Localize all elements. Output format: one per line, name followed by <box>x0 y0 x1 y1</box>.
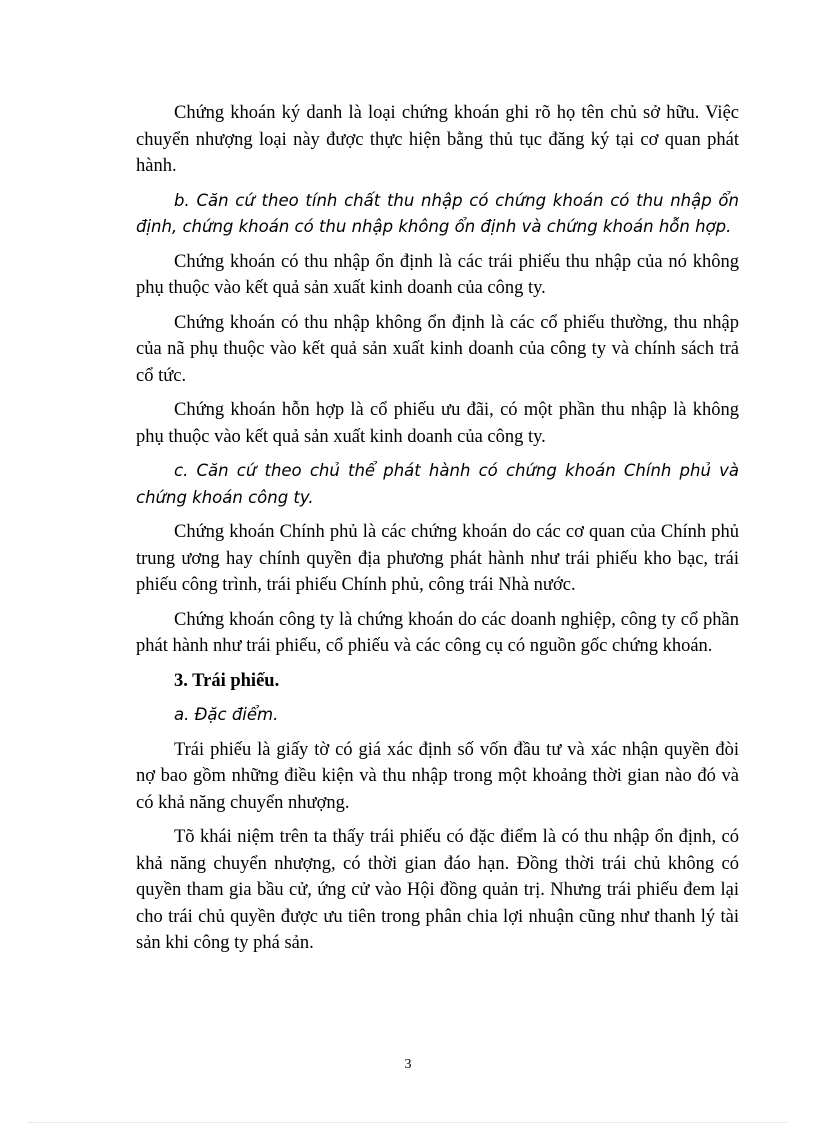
page-number: 3 <box>404 1057 412 1072</box>
paragraph-bond-characteristics: Tõ khái niệm trên ta thấy trái phiếu có đặc điểm là có thu nhập ổn định, có khả năng chuyển nhượng, có thời gian đáo hạn. Đồng thời trái chủ không có quyền tham gia bầu cử, ứng cử vào Hội đồng quản trị. Nhưng trái phiếu đem lại cho trái chủ quyền được ưu tiên trong phân chia lợi nhuận cũng như thanh lý tài sản khi công ty phá sản. <box>136 827 739 953</box>
paragraph-bond-definition: Trái phiếu là giấy tờ có giá xác định số vốn đầu tư và xác nhận quyền đòi nợ bao gồm những điều kiện và thu nhập trong một khoảng thời gian nào đó và có khả năng chuyển nhượng. <box>136 739 739 813</box>
paragraph-stable-income: Chứng khoán có thu nhập ổn định là các trái phiếu thu nhập của nó không phụ thuộc vào kết quả sản xuất kinh doanh của công ty. <box>136 251 739 298</box>
paragraph-issuer-classification: c. Căn cứ theo chủ thể phát hành có chứng khoán Chính phủ và chứng khoán công ty. <box>136 461 739 507</box>
paragraph-government-securities: Chứng khoán Chính phủ là các chứng khoán do các cơ quan của Chính phủ trung ương hay chính quyền địa phương phát hành như trái phiếu kho bạc, trái phiếu công trình, trái phiếu Chính phủ, công trái Nhà nước. <box>136 522 739 595</box>
paragraph-hybrid: Chứng khoán hỗn hợp là cổ phiếu ưu đãi, có một phần thu nhập là không phụ thuộc vào kết quả sản xuất kinh doanh của công ty. <box>136 400 739 447</box>
paragraph-unstable-income: Chứng khoán có thu nhập không ổn định là các cổ phiếu thường, thu nhập của nã phụ thuộc vào kết quả sản xuất kinh doanh của công ty và chính sách trả cổ tức. <box>136 312 739 386</box>
paragraph-income-classification: b. Căn cứ theo tính chất thu nhập có chứng khoán có thu nhập ổn định, chứng khoán có thu nhập không ổn định và chứng khoán hỗn hợp. <box>136 190 739 236</box>
subheading: a. Đặc điểm. <box>174 705 279 724</box>
paragraph-registered-securities: Chứng khoán ký danh là loại chứng khoán ghi rõ họ tên chủ sở hữu. Việc chuyển nhượng loại này được thực hiện bằng thủ tục đăng ký tại cơ quan phát hành. <box>136 103 739 176</box>
section-heading: 3. Trái phiếu. <box>174 670 280 691</box>
document-page <box>136 100 739 965</box>
paragraph-corporate-securities: Chứng khoán công ty là chứng khoán do các doanh nghiệp, công ty cổ phần phát hành như trái phiếu, cổ phiếu và các công cụ có nguồn gốc chứng khoán. <box>136 609 739 656</box>
